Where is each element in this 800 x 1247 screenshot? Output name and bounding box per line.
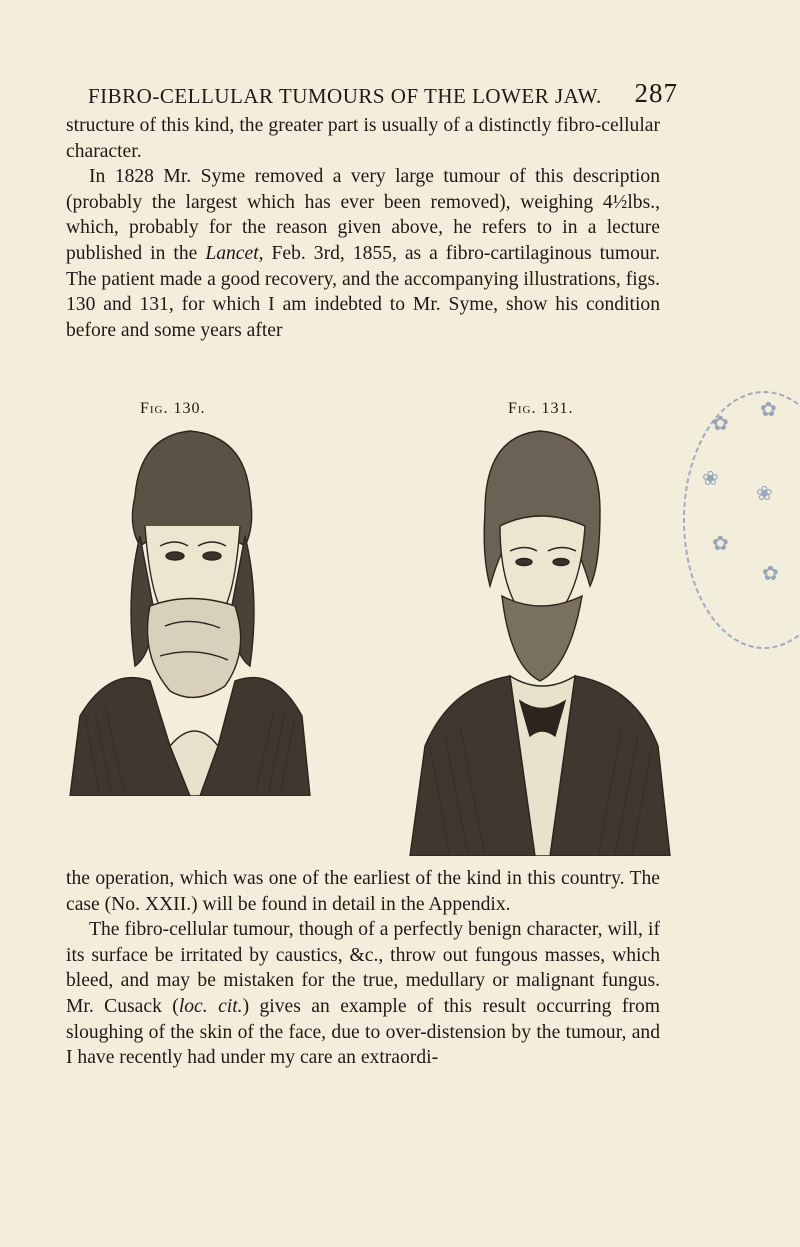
paragraph-text: Feb. 3rd, 1855, as a fibro-cartilaginous tumour. The patient made a good recovery, and the accompanying illustrations, figs. 130 and 131, for which I am indebted to Mr. Syme, show his condition before and some years after [66, 242, 661, 341]
figure-caption-131: Fig. 131. [508, 400, 574, 417]
paragraph: structure of this kind, the greater part is usually of a distinctly fibro-cellular character. [66, 115, 660, 162]
svg-text:❀: ❀ [702, 466, 719, 490]
citation-loc-cit: loc. cit. [178, 995, 243, 1017]
engraving-patient-after [390, 416, 690, 856]
paragraph [66, 164, 660, 343]
svg-text:✿: ✿ [762, 561, 779, 585]
paragraph-text: The fibro-cellular tumour, though of a perfectly benign character, will, if its surface be irritated by caustics, &c., throw out fungous masses, which bleed, and may be mistaken for the true, medullary or malignant fungus. Mr. Cusack ( [66, 919, 660, 1017]
svg-text:✿: ✿ [760, 397, 777, 421]
engraving-patient-before [40, 416, 340, 796]
body-text-bottom [66, 866, 660, 1071]
journal-title: Lancet, [205, 242, 264, 264]
paragraph-text: In 1828 Mr. Syme removed a very large tumour of this description (probably the largest which has ever been removed), weighing 4½lbs., which, probably for the reason given above, he refers to in a lecture published in the [66, 166, 660, 264]
paragraph-text: ) gives an example of this result occurring from sloughing of the skin of the face, due to over-distension by the tumour, and I have recently had under my care an extraordi- [66, 995, 660, 1069]
running-title: FIBRO-CELLULAR TUMOURS OF THE LOWER JAW. [88, 84, 602, 108]
paragraph: the operation, which was one of the earliest of the kind in this country. The case (No. XXII.) will be found in detail in the Appendix. [66, 868, 660, 915]
body-text-top [66, 113, 660, 343]
svg-text:✿: ✿ [712, 531, 729, 555]
svg-text:✿: ✿ [712, 411, 729, 435]
svg-text:❀: ❀ [756, 481, 773, 505]
paragraph [66, 917, 660, 1071]
library-stamp [672, 370, 800, 688]
page-number: 287 [634, 78, 678, 108]
figure-caption-130: Fig. 130. [140, 400, 206, 417]
